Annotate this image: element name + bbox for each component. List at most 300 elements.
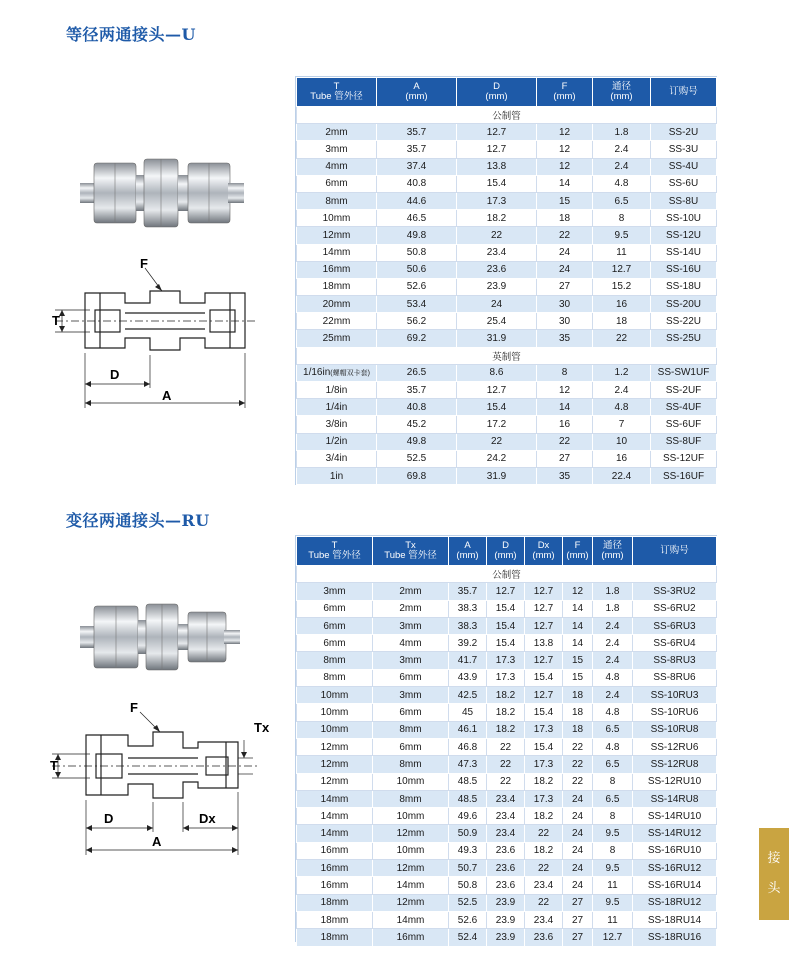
table-cell bbox=[377, 364, 457, 381]
table-cell bbox=[297, 382, 377, 399]
cell-value: 30 bbox=[558, 298, 571, 310]
table-cell bbox=[377, 433, 457, 450]
cell-value: 23.6 bbox=[533, 931, 554, 943]
fitting-ru-photo bbox=[78, 600, 248, 675]
table-cell bbox=[525, 860, 563, 877]
table-cell bbox=[297, 911, 373, 928]
cell-value: 18 bbox=[571, 707, 584, 719]
table-cell bbox=[563, 669, 593, 686]
table-cell bbox=[537, 364, 593, 381]
table-cell bbox=[297, 738, 373, 755]
column-header bbox=[377, 78, 457, 107]
cell-value: 35.7 bbox=[406, 143, 427, 155]
cell-value: 24.2 bbox=[486, 453, 507, 465]
table-cell bbox=[373, 704, 449, 721]
cell-value: 27 bbox=[558, 453, 571, 465]
side-tab bbox=[759, 828, 789, 920]
column-header-line1: 通径 bbox=[602, 540, 622, 551]
table-cell bbox=[449, 790, 487, 807]
cell-value: 15.4 bbox=[495, 603, 516, 615]
table-cell bbox=[593, 313, 651, 330]
table-row bbox=[297, 583, 717, 600]
cell-value: SS-14RU10 bbox=[647, 810, 702, 822]
table-cell bbox=[537, 278, 593, 295]
cell-value: 45 bbox=[461, 707, 474, 719]
table-cell bbox=[297, 296, 377, 313]
table-row bbox=[297, 652, 717, 669]
cell-value: SS-10U bbox=[665, 212, 701, 224]
table-cell bbox=[297, 227, 377, 244]
column-header bbox=[487, 537, 525, 566]
table-row bbox=[297, 364, 717, 381]
cell-value: 23.9 bbox=[495, 914, 516, 926]
cell-value: 3mm bbox=[399, 620, 422, 632]
cell-value: 17.2 bbox=[486, 418, 507, 430]
table-cell bbox=[537, 124, 593, 141]
column-header bbox=[297, 78, 377, 107]
table-cell bbox=[593, 433, 651, 450]
cell-value: 10 bbox=[615, 436, 628, 448]
fitting-ru-drawing bbox=[48, 700, 278, 865]
cell-value: 53.4 bbox=[406, 298, 427, 310]
table-cell bbox=[563, 617, 593, 634]
table-row bbox=[297, 210, 717, 227]
column-header bbox=[537, 78, 593, 107]
table-cell bbox=[377, 467, 457, 484]
table-row bbox=[297, 721, 717, 738]
cell-value: 6.5 bbox=[605, 793, 620, 805]
table-cell bbox=[297, 141, 377, 158]
table-cell bbox=[633, 825, 717, 842]
cell-value: SS-10RU8 bbox=[650, 724, 699, 736]
table-cell bbox=[563, 790, 593, 807]
table-cell bbox=[457, 227, 537, 244]
table-row bbox=[297, 278, 717, 295]
cell-value: 25.4 bbox=[486, 315, 507, 327]
cell-value: 4.8 bbox=[605, 707, 620, 719]
cell-value: 3mm bbox=[399, 655, 422, 667]
table-row bbox=[297, 450, 717, 467]
cell-value: 46.8 bbox=[457, 741, 478, 753]
table-cell bbox=[593, 210, 651, 227]
table-row bbox=[297, 894, 717, 911]
cell-value: 2.4 bbox=[614, 161, 629, 173]
column-header-line1: 订购号 bbox=[660, 545, 689, 556]
table-cell bbox=[525, 687, 563, 704]
cell-value: 15 bbox=[558, 195, 571, 207]
cell-value: SS-8RU6 bbox=[653, 672, 696, 684]
cell-value: SS-3RU2 bbox=[653, 585, 696, 597]
table-cell bbox=[651, 296, 717, 313]
cell-value: 1.8 bbox=[605, 585, 620, 597]
cell-value: SS-4UF bbox=[665, 401, 702, 413]
table-cell bbox=[651, 416, 717, 433]
table-cell bbox=[449, 929, 487, 946]
cell-value: 16mm bbox=[396, 931, 425, 943]
table-cell bbox=[537, 192, 593, 209]
table-row bbox=[297, 738, 717, 755]
table-cell bbox=[457, 244, 537, 261]
label-d: D bbox=[104, 811, 114, 826]
table-cell bbox=[297, 669, 373, 686]
table-cell bbox=[297, 877, 373, 894]
table-cell bbox=[377, 141, 457, 158]
cell-value: 18mm bbox=[320, 931, 349, 943]
table-row bbox=[297, 911, 717, 928]
cell-value: 35.7 bbox=[457, 585, 478, 597]
cell-value: 23.6 bbox=[495, 862, 516, 874]
table-cell bbox=[563, 756, 593, 773]
cell-value: 24 bbox=[490, 298, 503, 310]
table-cell bbox=[593, 416, 651, 433]
table-row bbox=[297, 296, 717, 313]
table-cell bbox=[593, 364, 651, 381]
cell-value: 6mm bbox=[399, 707, 422, 719]
table-cell bbox=[487, 929, 525, 946]
table-cell bbox=[487, 825, 525, 842]
cell-value: 41.7 bbox=[457, 655, 478, 667]
table-cell bbox=[593, 756, 633, 773]
table-cell bbox=[633, 911, 717, 928]
table-cell bbox=[593, 158, 651, 175]
table-cell bbox=[651, 192, 717, 209]
cell-value: 12.7 bbox=[602, 931, 623, 943]
cell-value: 18mm bbox=[322, 281, 351, 293]
table-cell bbox=[457, 364, 537, 381]
cell-value: 2mm bbox=[399, 585, 422, 597]
table-cell bbox=[563, 635, 593, 652]
table-cell bbox=[563, 808, 593, 825]
table-row bbox=[297, 158, 717, 175]
cell-value: 40.8 bbox=[406, 401, 427, 413]
table-cell bbox=[297, 433, 377, 450]
table-cell bbox=[593, 600, 633, 617]
cell-value: SS-14RU8 bbox=[650, 793, 699, 805]
cell-value: 12.7 bbox=[486, 384, 507, 396]
table-cell bbox=[525, 842, 563, 859]
table-cell bbox=[297, 600, 373, 617]
cell-value: 8 bbox=[609, 810, 616, 822]
cell-value: 11 bbox=[607, 879, 618, 891]
label-t: T bbox=[52, 313, 60, 328]
table-cell bbox=[297, 790, 373, 807]
table-cell bbox=[633, 583, 717, 600]
table-cell bbox=[457, 382, 537, 399]
cell-value: 31.9 bbox=[486, 333, 507, 345]
table-cell bbox=[537, 467, 593, 484]
cell-value: 14mm bbox=[320, 793, 349, 805]
table-cell bbox=[449, 583, 487, 600]
cell-value: 8mm bbox=[325, 195, 348, 207]
cell-value: 17.3 bbox=[495, 672, 516, 684]
cell-value: 22 bbox=[490, 436, 503, 448]
cell-value: 22 bbox=[499, 776, 512, 788]
cell-value: 9.5 bbox=[605, 828, 620, 840]
column-header-line1: A bbox=[413, 81, 420, 92]
table-cell bbox=[593, 583, 633, 600]
cell-value: SS-16U bbox=[665, 264, 701, 276]
cell-value: 35 bbox=[558, 470, 571, 482]
table-cell bbox=[593, 929, 633, 946]
table-cell bbox=[563, 877, 593, 894]
table-cell bbox=[377, 158, 457, 175]
cell-value: 14 bbox=[571, 620, 584, 632]
table-cell bbox=[457, 416, 537, 433]
column-header-line1: T bbox=[331, 540, 338, 551]
cell-value: 9.5 bbox=[605, 897, 620, 909]
cell-value: 23.9 bbox=[495, 931, 516, 943]
table-cell bbox=[633, 600, 717, 617]
cell-value: 49.8 bbox=[406, 436, 427, 448]
table-cell bbox=[651, 210, 717, 227]
table-cell bbox=[537, 416, 593, 433]
cell-value: 8mm bbox=[399, 758, 422, 770]
cell-value: SS-10RU6 bbox=[650, 707, 699, 719]
group-row bbox=[297, 107, 717, 124]
table-cell bbox=[449, 773, 487, 790]
cell-value: 52.4 bbox=[457, 931, 478, 943]
table-cell bbox=[593, 825, 633, 842]
cell-value: 12mm bbox=[320, 741, 349, 753]
table-cell bbox=[487, 738, 525, 755]
cell-value: 22 bbox=[499, 758, 512, 770]
table-cell bbox=[633, 773, 717, 790]
table-cell bbox=[449, 894, 487, 911]
table-cell bbox=[297, 244, 377, 261]
table-cell bbox=[593, 617, 633, 634]
cell-value: 12 bbox=[571, 585, 584, 597]
cell-value: 18 bbox=[571, 724, 584, 736]
cell-value: SS-16RU10 bbox=[647, 845, 702, 857]
table-cell bbox=[297, 313, 377, 330]
table-cell bbox=[633, 721, 717, 738]
cell-value: 43.9 bbox=[457, 672, 478, 684]
cell-value: SS-12RU8 bbox=[650, 758, 699, 770]
table-cell bbox=[563, 687, 593, 704]
table-cell bbox=[377, 124, 457, 141]
cell-value: 17.3 bbox=[486, 195, 507, 207]
table-cell bbox=[525, 669, 563, 686]
cell-value: 46.5 bbox=[406, 212, 427, 224]
cell-value: 22 bbox=[558, 229, 571, 241]
cell-value: 11 bbox=[616, 247, 627, 259]
cell-value: 50.7 bbox=[457, 862, 478, 874]
table-cell bbox=[537, 244, 593, 261]
cell-value: 35.7 bbox=[406, 384, 427, 396]
table-cell bbox=[563, 704, 593, 721]
cell-value: 18.2 bbox=[533, 845, 554, 857]
table-cell bbox=[563, 652, 593, 669]
cell-value: 10mm bbox=[322, 212, 351, 224]
column-header-line1: 通径 bbox=[611, 81, 631, 92]
cell-value: 13.8 bbox=[533, 637, 554, 649]
table-cell bbox=[487, 583, 525, 600]
table-cell bbox=[373, 877, 449, 894]
cell-value: SS-SW1UF bbox=[657, 367, 710, 379]
table-cell bbox=[373, 669, 449, 686]
cell-value: 3mm bbox=[323, 585, 346, 597]
table-cell bbox=[457, 450, 537, 467]
table-cell bbox=[457, 124, 537, 141]
table-cell bbox=[449, 652, 487, 669]
cell-value: SS-14RU12 bbox=[647, 828, 702, 840]
cell-value: 37.4 bbox=[406, 161, 427, 173]
cell-value: 8 bbox=[609, 776, 616, 788]
column-header bbox=[593, 78, 651, 107]
cell-value: 10mm bbox=[320, 689, 349, 701]
cell-value: 52.6 bbox=[457, 914, 478, 926]
section-title-ru: 变径两通接头—RU bbox=[66, 511, 210, 530]
cell-value: 12.7 bbox=[486, 143, 507, 155]
cell-value: 18.2 bbox=[495, 689, 516, 701]
table-cell bbox=[651, 278, 717, 295]
table-cell bbox=[487, 860, 525, 877]
column-header-line1: Tx bbox=[405, 540, 416, 551]
cell-value: 8mm bbox=[399, 793, 422, 805]
cell-value: 9.5 bbox=[605, 862, 620, 874]
group-row bbox=[297, 347, 717, 364]
cell-value: 18 bbox=[615, 315, 628, 327]
table-cell bbox=[457, 158, 537, 175]
table-cell bbox=[537, 313, 593, 330]
table-cell bbox=[563, 738, 593, 755]
cell-value: 14 bbox=[558, 401, 571, 413]
cell-value: 12.7 bbox=[533, 603, 554, 615]
cell-value: 4.8 bbox=[614, 178, 629, 190]
cell-value: 4.8 bbox=[605, 741, 620, 753]
table-cell bbox=[537, 399, 593, 416]
cell-value: 12mm bbox=[396, 862, 425, 874]
table-cell bbox=[373, 600, 449, 617]
cell-value: 10mm bbox=[396, 845, 425, 857]
column-header-line2: Tube 管外径 bbox=[310, 91, 363, 102]
table-cell bbox=[373, 652, 449, 669]
cell-value: 15.4 bbox=[486, 178, 507, 190]
column-header bbox=[651, 78, 717, 107]
cell-value: 7 bbox=[618, 418, 625, 430]
table-cell bbox=[593, 687, 633, 704]
table-cell bbox=[593, 175, 651, 192]
table-cell bbox=[487, 652, 525, 669]
table-cell bbox=[593, 296, 651, 313]
table-cell bbox=[525, 929, 563, 946]
cell-value: SS-6RU4 bbox=[653, 637, 696, 649]
table-cell bbox=[457, 210, 537, 227]
cell-value: 15.2 bbox=[611, 281, 632, 293]
table-cell bbox=[373, 773, 449, 790]
table-cell bbox=[633, 635, 717, 652]
table-cell bbox=[373, 929, 449, 946]
cell-value: 22mm bbox=[322, 315, 351, 327]
table-cell bbox=[633, 790, 717, 807]
cell-value: 10mm bbox=[396, 776, 425, 788]
cell-value: 6.5 bbox=[614, 195, 629, 207]
table-cell bbox=[563, 860, 593, 877]
label-dx: Dx bbox=[199, 811, 216, 826]
label-d: D bbox=[110, 367, 120, 382]
cell-value: 2.4 bbox=[605, 689, 620, 701]
cell-value: 4.8 bbox=[614, 401, 629, 413]
table-cell bbox=[373, 635, 449, 652]
group-row bbox=[297, 566, 717, 583]
table-cell bbox=[651, 175, 717, 192]
table-cell bbox=[297, 894, 373, 911]
cell-value: 22 bbox=[490, 229, 503, 241]
table-cell bbox=[593, 704, 633, 721]
table-cell bbox=[633, 860, 717, 877]
cell-value: 1/8in bbox=[325, 384, 348, 396]
table-cell bbox=[537, 210, 593, 227]
cell-value: 23.9 bbox=[495, 897, 516, 909]
table-cell bbox=[297, 756, 373, 773]
label-a: A bbox=[152, 834, 162, 849]
cell-value: SS-10RU3 bbox=[650, 689, 699, 701]
cell-value: 24 bbox=[571, 879, 584, 891]
cell-value: 6mm bbox=[323, 620, 346, 632]
table-cell bbox=[593, 124, 651, 141]
cell-value: 12.7 bbox=[486, 126, 507, 138]
table-row bbox=[297, 227, 717, 244]
cell-value: 12mm bbox=[396, 897, 425, 909]
cell-value: 14 bbox=[571, 603, 584, 615]
cell-value: 16 bbox=[558, 418, 571, 430]
cell-value: 2.4 bbox=[605, 637, 620, 649]
cell-value: SS-8U bbox=[668, 195, 699, 207]
table-row bbox=[297, 877, 717, 894]
table-cell bbox=[487, 756, 525, 773]
column-header bbox=[563, 537, 593, 566]
table-row bbox=[297, 600, 717, 617]
table-u-body bbox=[297, 107, 717, 485]
table-row bbox=[297, 244, 717, 261]
table-ru-body bbox=[297, 566, 717, 947]
table-cell bbox=[297, 842, 373, 859]
cell-value: 69.2 bbox=[406, 333, 427, 345]
table-row bbox=[297, 399, 717, 416]
table-cell bbox=[449, 704, 487, 721]
table-row bbox=[297, 382, 717, 399]
cell-value: 49.8 bbox=[406, 229, 427, 241]
table-cell bbox=[487, 842, 525, 859]
cell-value: 12 bbox=[558, 143, 571, 155]
table-cell bbox=[297, 808, 373, 825]
cell-value: 8mm bbox=[399, 724, 422, 736]
table-cell bbox=[457, 278, 537, 295]
table-cell bbox=[487, 773, 525, 790]
cell-value: 18.2 bbox=[486, 212, 507, 224]
table-cell bbox=[593, 330, 651, 347]
table-cell bbox=[373, 825, 449, 842]
table-cell bbox=[297, 450, 377, 467]
table-cell bbox=[593, 877, 633, 894]
table-cell bbox=[563, 773, 593, 790]
table-cell bbox=[593, 738, 633, 755]
table-cell bbox=[563, 842, 593, 859]
cell-value: 2.4 bbox=[614, 384, 629, 396]
table-cell bbox=[593, 467, 651, 484]
table-cell bbox=[651, 467, 717, 484]
table-ru bbox=[296, 536, 717, 947]
table-cell bbox=[633, 738, 717, 755]
cell-value: 12 bbox=[558, 384, 571, 396]
table-cell bbox=[487, 894, 525, 911]
table-cell bbox=[593, 141, 651, 158]
table-cell bbox=[633, 808, 717, 825]
cell-value: SS-16RU14 bbox=[647, 879, 702, 891]
table-cell bbox=[297, 416, 377, 433]
cell-value: 12.7 bbox=[611, 264, 632, 276]
cell-value: 15.4 bbox=[533, 707, 554, 719]
